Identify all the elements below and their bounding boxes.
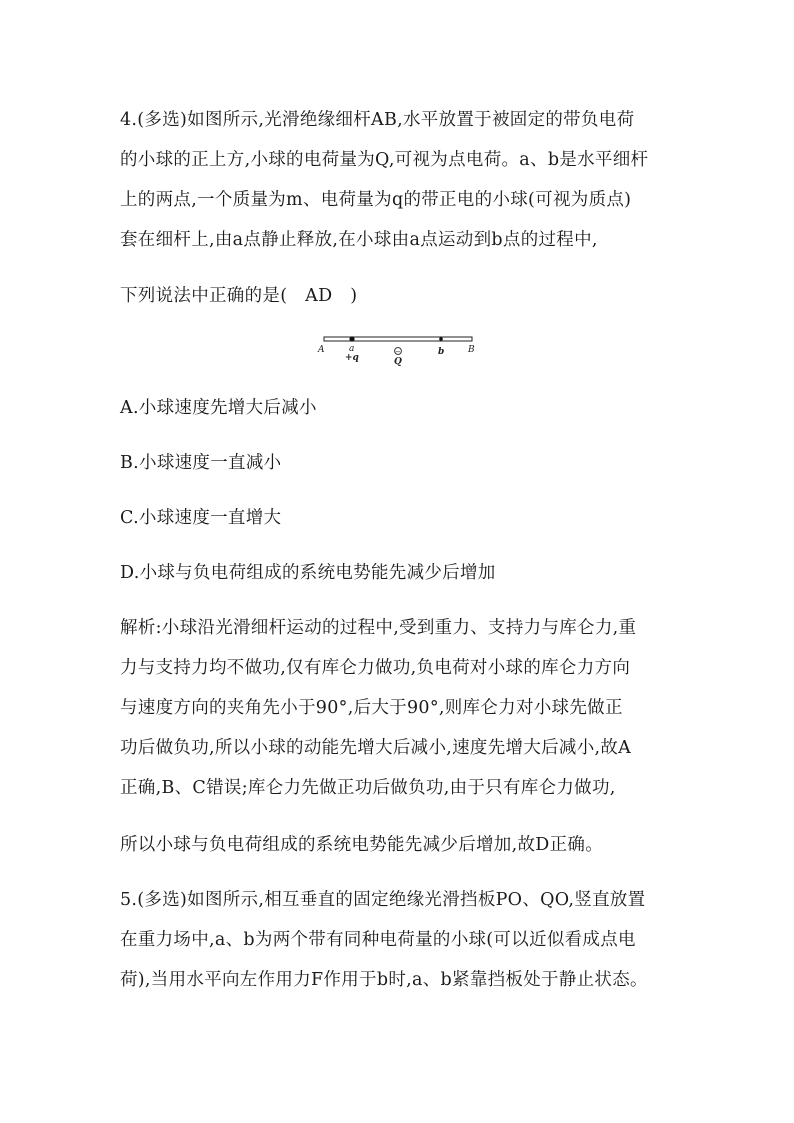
q4-option-d: D.小球与负电荷组成的系统电势能先减少后增加	[120, 563, 496, 583]
label-B: B	[468, 345, 475, 355]
label-plus-q: +q	[345, 353, 359, 363]
q4-analysis-line-3: 与速度方向的夹角先小于90°,后大于90°,则库仑力对小球先做正	[120, 698, 623, 718]
q4-analysis-line-1: 解析:小球沿光滑细杆运动的过程中,受到重力、支持力与库仑力,重	[120, 618, 637, 638]
label-A: A	[318, 345, 325, 355]
label-b: b	[438, 347, 445, 357]
label-minus: −	[395, 348, 401, 356]
point-a-dot	[349, 336, 354, 341]
q4-analysis-line-2: 力与支持力均不做功,仅有库仑力做功,负电荷对小球的库仑力方向	[120, 658, 631, 678]
q4-analysis-line-6: 所以小球与负电荷组成的系统电势能先减少后增加,故D正确。	[120, 835, 603, 855]
q5-stem-line-3: 荷),当用水平向左作用力F作用于b时,a、b紧靠挡板处于静止状态。	[120, 970, 648, 990]
q5-stem-line-1: 5.(多选)如图所示,相互垂直的固定绝缘光滑挡板PO、QO,竖直放置	[120, 890, 646, 910]
q4-stem-line-1: 4.(多选)如图所示,光滑绝缘细杆AB,水平放置于被固定的带负电荷	[120, 110, 635, 130]
insulating-rod	[324, 337, 472, 341]
q4-stem-line-4: 套在细杆上,由a点静止释放,在小球由a点运动到b点的过程中,	[120, 230, 598, 250]
point-b-dot	[439, 337, 443, 341]
q4-analysis-line-5: 正确,B、C错误;库仑力先做正功后做负功,由于只有库仑力做功,	[120, 778, 616, 798]
q5-stem-line-2: 在重力场中,a、b为两个带有同种电荷量的小球(可以近似看成点电	[120, 930, 636, 950]
q4-stem-line-3: 上的两点,一个质量为m、电荷量为q的带正电的小球(可视为质点)	[120, 190, 632, 210]
label-Q: Q	[394, 357, 402, 367]
q4-analysis-line-4: 功后做负功,所以小球的动能先增大后减小,速度先增大后减小,故A	[120, 738, 632, 758]
q4-stem-line-5: 下列说法中正确的是( AD )	[120, 286, 358, 306]
rod-charge-diagram	[316, 330, 480, 372]
q4-option-b: B.小球速度一直减小	[120, 453, 282, 473]
rod-charge-figure	[316, 330, 480, 372]
q4-stem-line-2: 的小球的正上方,小球的电荷量为Q,可视为点电荷。a、b是水平细杆	[120, 150, 649, 170]
q4-option-c: C.小球速度一直增大	[120, 508, 282, 528]
q4-option-a: A.小球速度先增大后减小	[120, 398, 317, 418]
label-a: a	[349, 344, 355, 354]
